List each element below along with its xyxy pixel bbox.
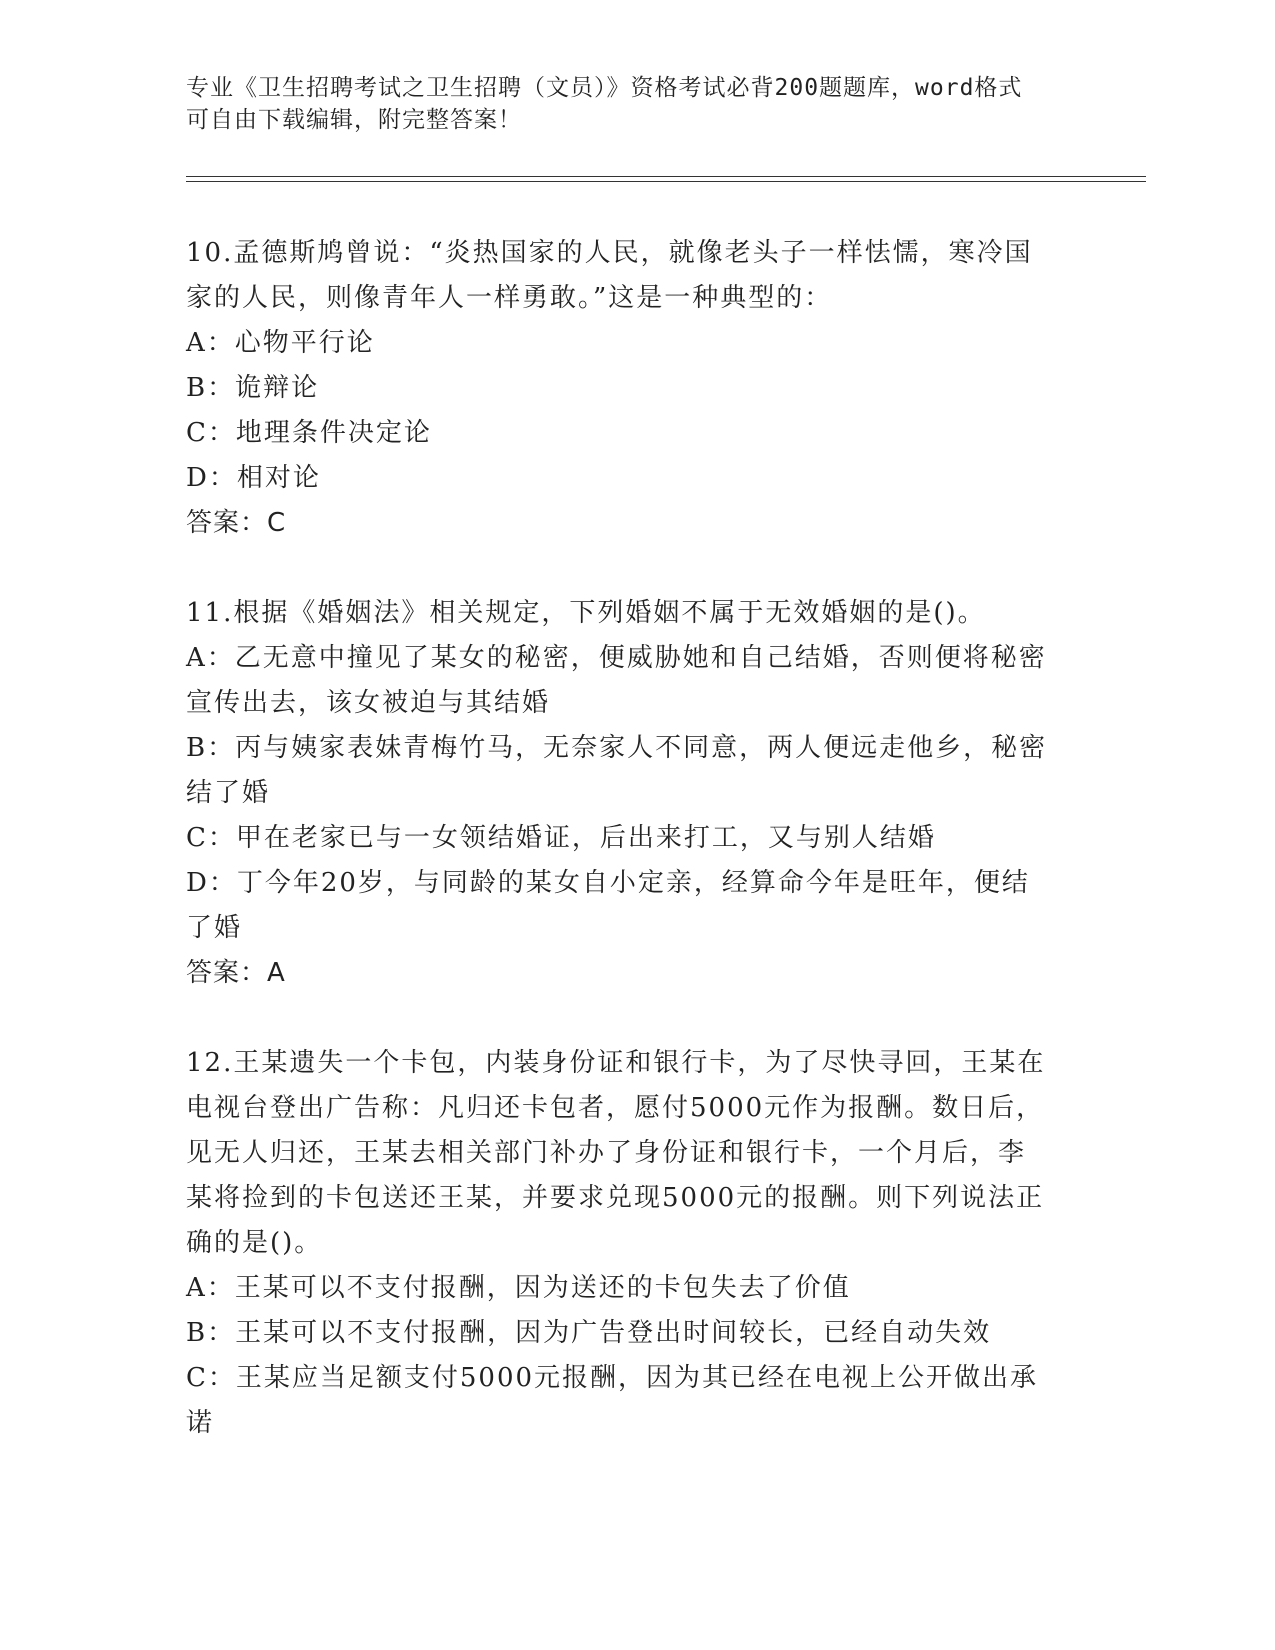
question-stem-line: 家的人民，则像青年人一样勇敢。”这是一种典型的： (186, 283, 833, 313)
document-header (186, 72, 1066, 136)
question-stem-line: 确的是()。 (186, 1228, 323, 1258)
answer-option (186, 726, 1066, 816)
answer-option (186, 1311, 1066, 1356)
question-stem-line: 电视台登出广告称：凡归还卡包者，愿付5000元作为报酬。数日后， (186, 1093, 1045, 1123)
answer-option (186, 456, 1066, 501)
question-block (186, 591, 1066, 996)
answer-option-line: C：甲在老家已与一女领结婚证，后出来打工，又与别人结婚 (186, 823, 936, 853)
answer-option-line: B：丙与姨家表妹青梅竹马，无奈家人不同意，两人便远走他乡，秘密 (186, 733, 1048, 763)
answer-option (186, 816, 1066, 861)
answer-option-line: C：地理条件决定论 (186, 418, 432, 448)
answer-option (186, 366, 1066, 411)
question-stem-line: 11.根据《婚姻法》相关规定，下列婚姻不属于无效婚姻的是()。 (186, 598, 986, 628)
answer-key: 答案：A (186, 958, 286, 988)
question-block (186, 231, 1066, 546)
question-block (186, 1041, 1066, 1446)
header-divider-bottom (186, 181, 1146, 182)
answer-option (186, 321, 1066, 366)
answer-key: 答案：C (186, 508, 287, 538)
answer-option (186, 636, 1066, 726)
answer-option-line: A：王某可以不支付报酬，因为送还的卡包失去了价值 (186, 1273, 851, 1303)
header-line-2: 可自由下载编辑，附完整答案！ (186, 107, 522, 133)
answer-option (186, 861, 1066, 951)
answer-option-line: B：王某可以不支付报酬，因为广告登出时间较长，已经自动失效 (186, 1318, 992, 1348)
answer-option-line: C：王某应当足额支付5000元报酬，因为其已经在电视上公开做出承 (186, 1363, 1039, 1393)
answer-option-line: D：丁今年20岁，与同龄的某女自小定亲，经算命今年是旺年，便结 (186, 868, 1030, 898)
question-list (186, 231, 1066, 1446)
answer-option-line: D：相对论 (186, 463, 321, 493)
answer-option-line: 结了婚 (186, 778, 271, 808)
answer-option-line: B：诡辩论 (186, 373, 320, 403)
question-stem-line: 10.孟德斯鸠曾说：“炎热国家的人民，就像老头子一样怯懦，寒冷国 (186, 238, 1033, 268)
answer-option-line: 诺 (186, 1408, 215, 1438)
header-line-1: 专业《卫生招聘考试之卫生招聘（文员）》资格考试必背200题题库，word格式 (186, 75, 1023, 101)
answer-option (186, 411, 1066, 456)
answer-option (186, 1356, 1066, 1446)
answer-option-line: A：乙无意中撞见了某女的秘密，便威胁她和自己结婚，否则便将秘密 (186, 643, 1047, 673)
header-divider-top (186, 176, 1146, 177)
answer-option-line: A：心物平行论 (186, 328, 375, 358)
question-stem-line: 12.王某遗失一个卡包，内装身份证和银行卡，为了尽快寻回，王某在 (186, 1048, 1046, 1078)
answer-option (186, 1266, 1066, 1311)
answer-option-line: 了婚 (186, 913, 243, 943)
question-stem-line: 见无人归还，王某去相关部门补办了身份证和银行卡，一个月后，李 (186, 1138, 1027, 1168)
answer-option-line: 宣传出去，该女被迫与其结婚 (186, 688, 551, 718)
question-stem-line: 某将捡到的卡包送还王某，并要求兑现5000元的报酬。则下列说法正 (186, 1183, 1045, 1213)
